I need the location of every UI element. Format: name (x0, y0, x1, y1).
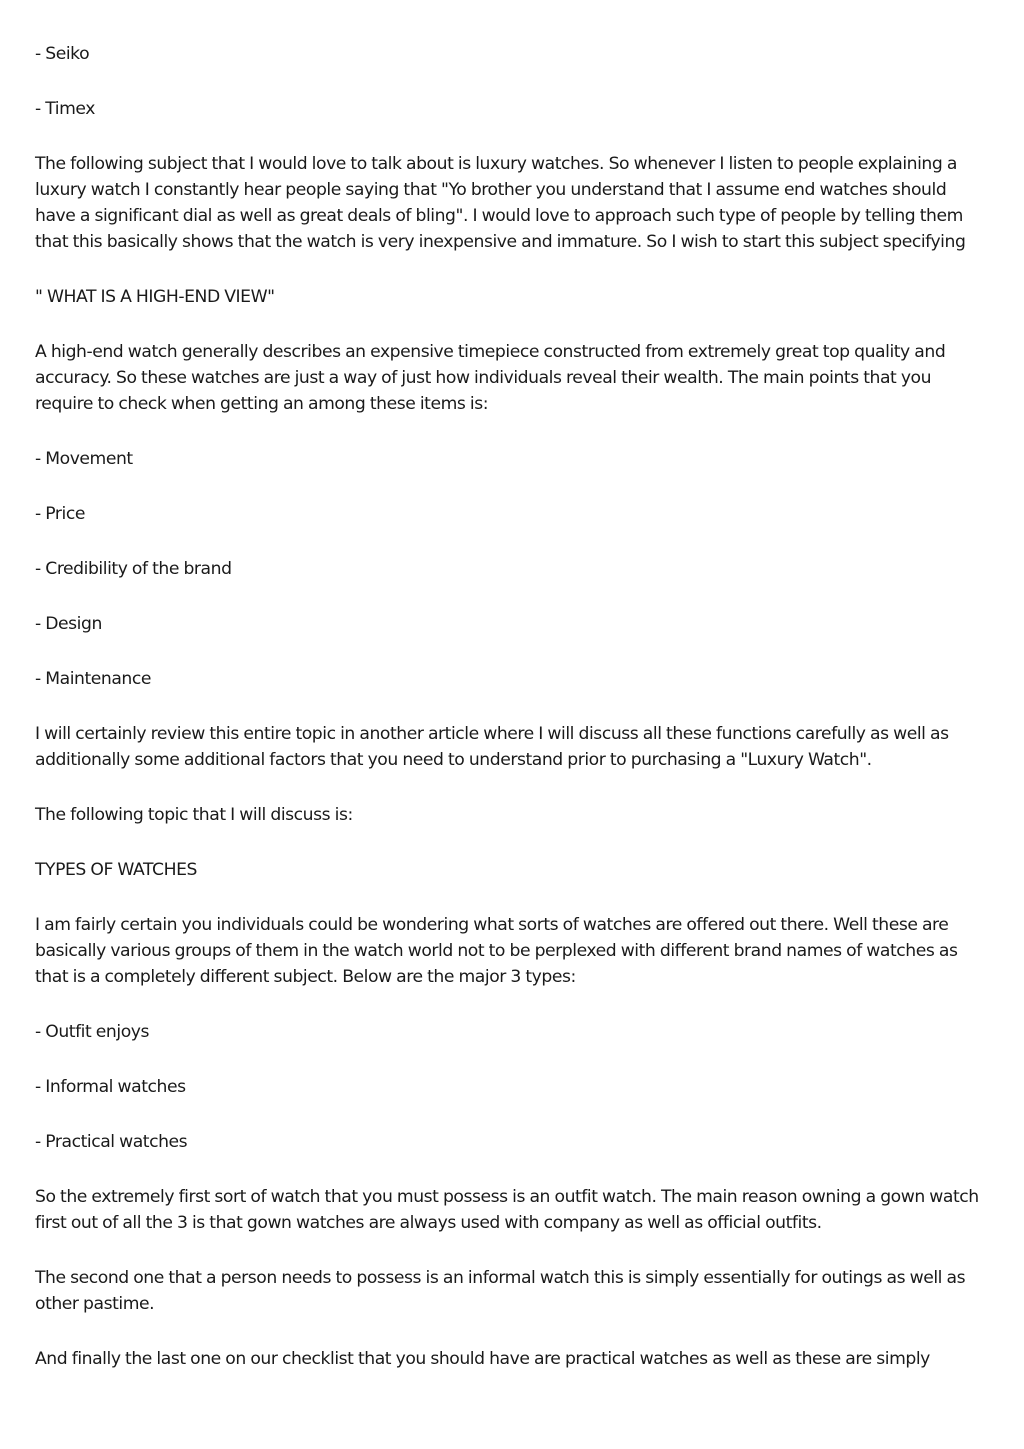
document-body (35, 41, 990, 1401)
list-item-timex: - Timex (35, 99, 95, 119)
paragraph-review-topic: I will certainly review this entire topic in another article where I will discuss all these functions carefully as well as additionally some additional factors that you need to understand prior to purchasing a "Luxury Watch". (35, 724, 949, 770)
list-item-maintenance: - Maintenance (35, 669, 152, 689)
list-item-movement: - Movement (35, 449, 133, 469)
paragraph-next-topic: The following topic that I will discuss is: (35, 805, 353, 825)
list-item-outfit: - Outfit enjoys (35, 1022, 149, 1042)
paragraph-outfit-watch: So the extremely first sort of watch that you must possess is an outfit watch. The main reason owning a gown watch first out of all the 3 is that gown watches are always used with company as well as official outfits. (35, 1187, 979, 1233)
list-item-design: - Design (35, 614, 102, 634)
paragraph-luxury-intro: The following subject that I would love to talk about is luxury watches. So whenever I listen to people explaining a luxury watch I constantly hear people saying that "Yo brother you understand that I assume end watches should have a significant dial as well as great deals of bling". I would love to approach such type of people by telling them that this basically shows that the watch is very inexpensive and immature. So I wish to start this subject specifying (35, 154, 966, 252)
list-item-seiko: - Seiko (35, 44, 90, 64)
list-item-price: - Price (35, 504, 85, 524)
paragraph-high-end-definition: A high-end watch generally describes an expensive timepiece constructed from extremely great top quality and accuracy. So these watches are just a way of just how individuals reveal their wealth. The main points that you require to check when getting an among these items is: (35, 342, 946, 414)
heading-types-of-watches: TYPES OF WATCHES (35, 860, 197, 880)
paragraph-types-intro: I am fairly certain you individuals could be wondering what sorts of watches are offered out there. Well these are basically various groups of them in the watch world not to be perplexed with different brand names of watches as that is a completely different subject. Below are the major 3 types: (35, 915, 958, 987)
list-item-informal: - Informal watches (35, 1077, 186, 1097)
paragraph-informal-watch: The second one that a person needs to possess is an informal watch this is simply essentially for outings as well as other pastime. (35, 1268, 966, 1314)
list-item-practical: - Practical watches (35, 1132, 188, 1152)
list-item-credibility: - Credibility of the brand (35, 559, 232, 579)
heading-high-end-view: " WHAT IS A HIGH-END VIEW" (35, 287, 275, 307)
paragraph-practical-watch: And finally the last one on our checklist that you should have are practical watches as well as these are simply (35, 1349, 930, 1369)
